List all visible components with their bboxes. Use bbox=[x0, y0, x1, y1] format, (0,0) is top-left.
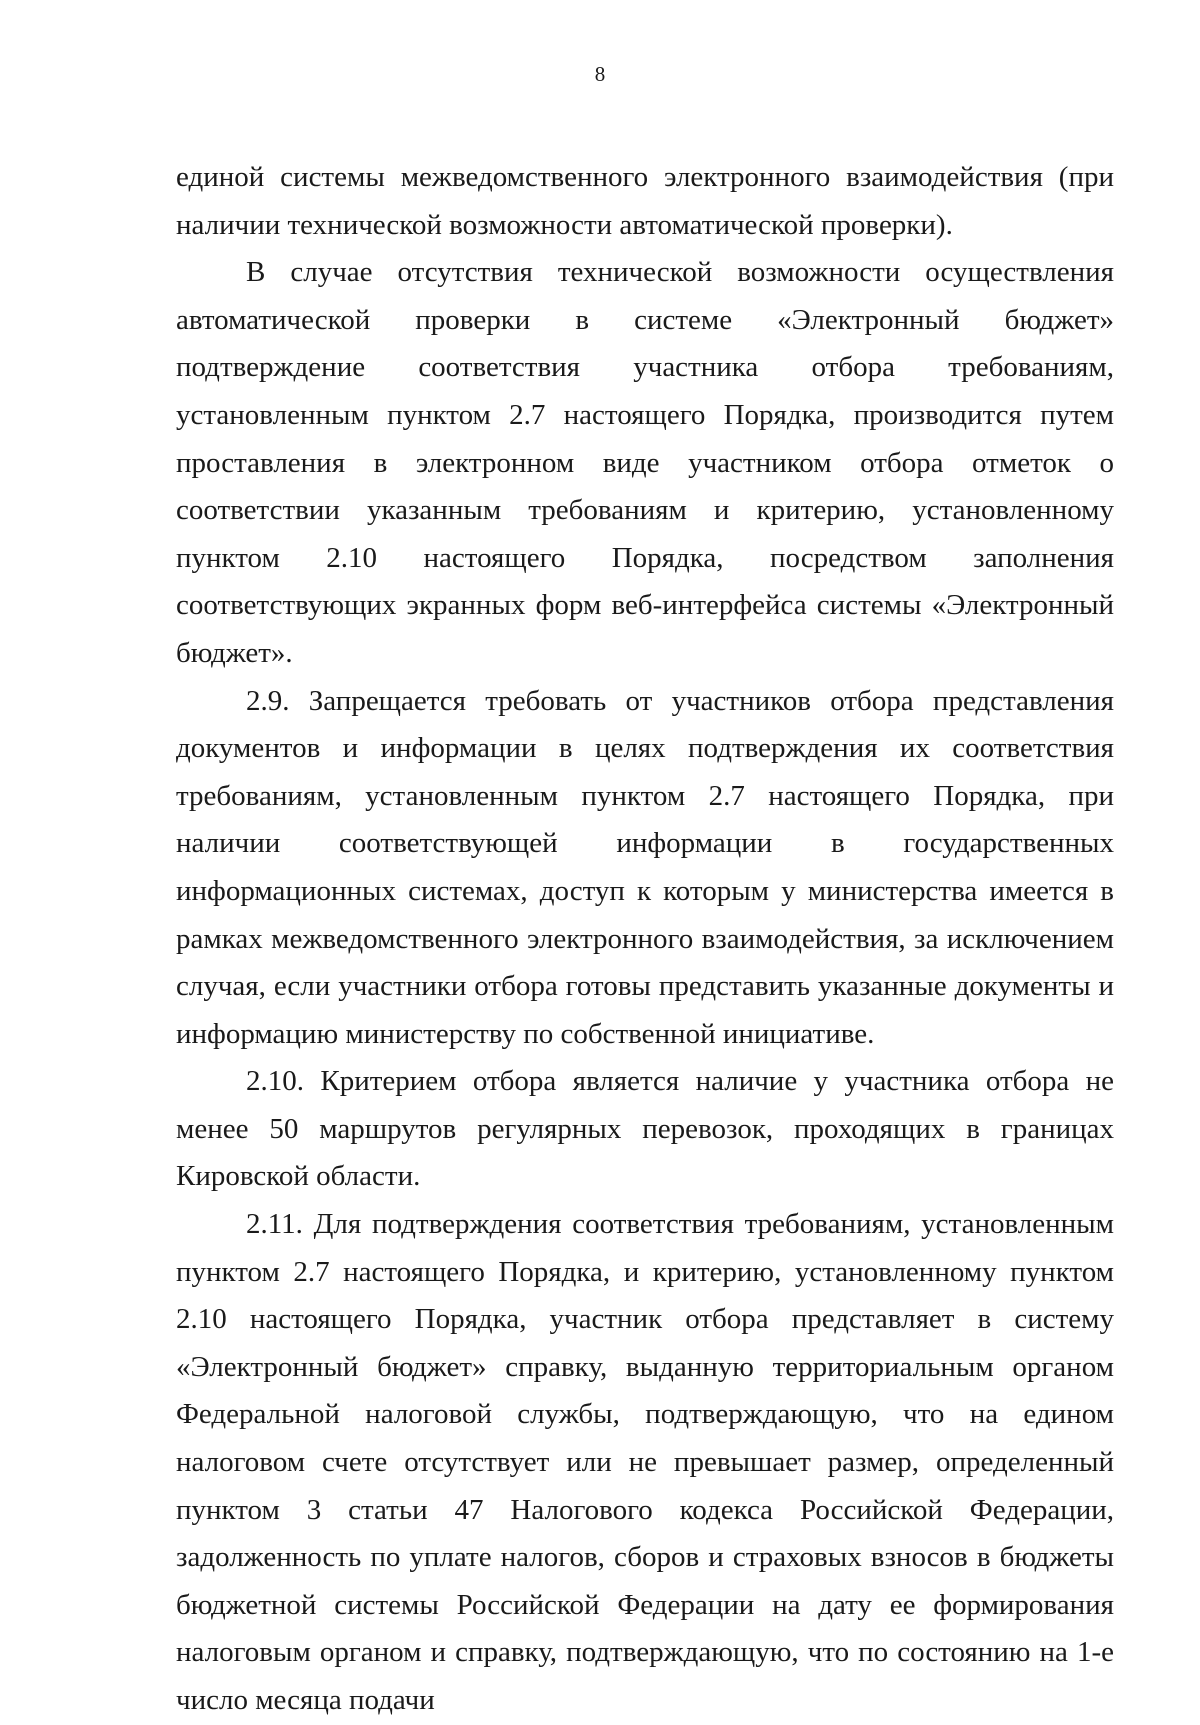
paragraph-continuation: единой системы межведомственного электронного взаимодействия (при наличии технической возможности автоматической проверки). bbox=[176, 161, 1114, 241]
document-body bbox=[176, 154, 1114, 1725]
paragraph-2-9: 2.9. Запрещается требовать от участников отбора представления документов и информации в целях подтверждения их соответствия требованиям, установленным пунктом 2.7 настоящего Порядка, при наличии соответствующей информации в государственных информационных системах, доступ к которым у министерства имеется в рамках межведомственного электронного взаимодействия, за исключением случая, если участники отбора готовы представить указанные документы и информацию министерству по собственной инициативе. bbox=[176, 684, 1114, 1050]
paragraph-2-11: 2.11. Для подтверждения соответствия требованиям, установленным пунктом 2.7 настоящего Порядка, и критерию, установленному пунктом 2.10 настоящего Порядка, участник отбора представляет в систему «Электронный бюджет» справку, выданную территориальным органом Федеральной налоговой службы, подтверждающую, что на едином налоговом счете отсутствует или не превышает размер, определенный пунктом 3 статьи 47 Налогового кодекса Российской Федерации, задолженность по уплате налогов, сборов и страховых взносов в бюджеты бюджетной системы Российской Федерации на дату ее формирования налоговым органом и справку, подтверждающую, что по состоянию на 1-е число месяца подачи bbox=[176, 1208, 1114, 1716]
paragraph-2-10: 2.10. Критерием отбора является наличие у участника отбора не менее 50 маршрутов регулярных перевозок, проходящих в границах Кировской области. bbox=[176, 1065, 1114, 1193]
page-number: 8 bbox=[594, 62, 606, 86]
paragraph-no-technical-capability: В случае отсутствия технической возможности осуществления автоматической проверки в системе «Электронный бюджет» подтверждение соответствия участника отбора требованиям, установленным пунктом 2.7 настоящего Порядка, производится путем проставления в электронном виде участником отбора отметок о соответствии указанным требованиям и критерию, установленному пунктом 2.10 настоящего Порядка, посредством заполнения соответствующих экранных форм веб-интерфейса системы «Электронный бюджет». bbox=[176, 256, 1114, 669]
